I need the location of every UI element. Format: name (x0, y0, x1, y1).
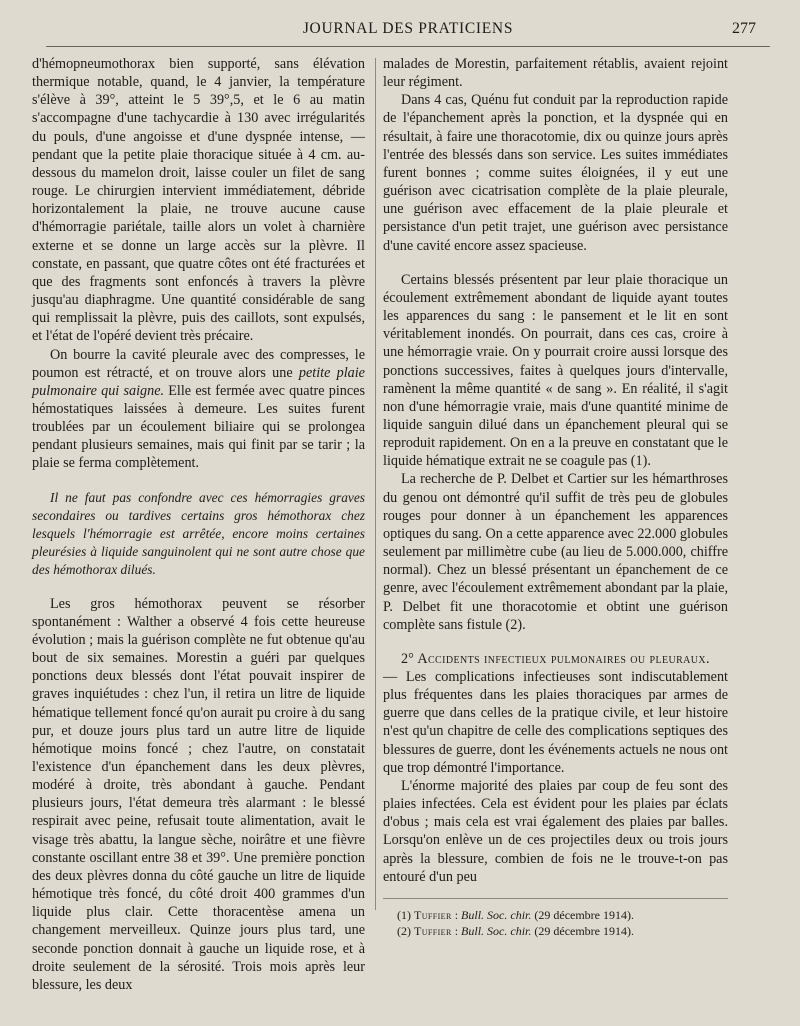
footnotes (383, 898, 728, 939)
italic-note: Il ne faut pas confondre avec ces hémorragies graves secondaires ou tardives certains gros hémothorax chez lesquels l'hémorragie est arrêtée, encore moins certaines pleurésies à liquide sanguinolent qui ne sont autre chose que des hémothorax dilués. (32, 489, 365, 577)
paragraph: — Les complications infectieuses sont indiscutablement plus fréquentes dans les plaies thoraciques par armes de guerre que dans celles de la pratique civile, et leur histoire n'est qu'un chapitre de celle des complications septiques des blessures de guerre, dont les événements actuels ne nous ont que trop démontré l'importance. (383, 669, 728, 776)
footnote (383, 923, 728, 939)
right-column (383, 55, 728, 886)
footnote-author: Tuffier (414, 908, 452, 922)
paragraph-text: On bourre la cavité pleurale avec des compresses, le poumon est rétracté, et on trouve alors une (32, 346, 365, 381)
section-number: 2° (401, 650, 418, 667)
paragraph: La recherche de P. Delbet et Cartier sur les hémarthroses du genou ont démontré qu'il suffit de très peu de globules rouges pour donner à un épanchement les apparences optiques du sang. On a cette apparence avec 22.000 globules seulement par millimètre cube (au lieu de 5.000.000, chiffre normal). Chez un blessé présentant un épanchement de ce genre, avec l'écoulement extrêmement abondant par la plaie, P. Delbet fit une thoracotomie et obtint une guérison complète sans fistule (2). (383, 471, 728, 633)
footnote (383, 907, 728, 923)
footnote-number: (1) (397, 908, 414, 922)
column-divider (375, 58, 376, 910)
running-header (46, 14, 770, 47)
paragraph: Les gros hémothorax peuvent se résorber spontanément : Walther a observé 4 fois cette heureuse évolution ; mais la guérison complète ne fut obtenue qu'au bout de six semaines. Morestin a guéri par quelques ponctions deux blessés dont l'état pouvait inspirer de graves inquiétudes : chez l'un, il retira un litre de liquide hématique tellement foncé qu'on aurait pu croire à du sang pur, et douze jours plus tard un autre litre de liquide hémotique moins foncé ; chez l'autre, on constatait l'existence d'un épanchement dans les deux plèvres, modéré à droite, très abondant à gauche. Pendant plusieurs jours, l'état demeura très alarmant : le blessé respirait avec peine, refusait toute alimentation, avait le visage très abattu, la langue sèche, noirâtre et une fièvre constante oscillant entre 38 et 39°. Une première ponction des deux plèvres donna du côté gauche un litre de liquide hémotique très foncé, du côté droit 400 grammes d'un liquide plus clair. Cette thoracentèse amena un changement merveilleux. Quinze jours plus tard, une seconde ponction donnait à gauche un liquide rose, et à droite seulement de la sérosité. Trois mois après leur blessure, les deux (32, 595, 365, 993)
footnote-separator: : (451, 924, 462, 938)
left-column (32, 55, 365, 994)
paragraph (32, 346, 365, 473)
paragraph: L'énorme majorité des plaies par coup de feu sont des plaies infectées. Cela est évident pour les plaies par éclats d'obus ; mais cela est vrai également des plaies par balles. Lorsqu'on enlève un de ces projectiles deux ou trois jours après la blessure, combien de fois ne le trouve-t-on pas entouré d'un peu (383, 777, 728, 885)
paragraph: d'hémopneumothorax bien supporté, sans élévation thermique notable, quand, le 4 janvier, la température s'élève à 39°, atteint le 5 39°,5, et le 6 au matin s'accompagne d'une tachycardie à 130 avec irrégularités du pouls, d'une angoisse et d'une dyspnée intense, — pendant que la petite plaie thoracique située à 4 cm. au-dessous du mamelon droit, laisse couler un filet de sang rouge. Le chirurgien intervient immédiatement, débride horizontalement la plaie, ne trouve aucune cause d'hémorragie pariétale, taille alors un volet à charnière externe et se donne un large accès sur la plèvre. Il constate, en passant, que quatre côtes ont été fracturées et que des fragments sont enfoncés à travers la plèvre jusqu'au diaphragme. Une quantité considérable de sang qui remplissait la plèvre, puis des caillots, sont expulsés, et l'état de l'opéré devient très précaire. (32, 56, 365, 345)
footnote-number: (2) (397, 924, 414, 938)
paragraph-text: Elle est fermée avec quatre pinces hémostatiques laissées à demeure. Les suites furent troublées par un écoulement biliaire qui se prolongea pendant plusieurs semaines, mais qui finit par se tarir ; la plaie se ferma complètement. (32, 382, 365, 472)
journal-title: JOURNAL DES PRATICIENS (302, 20, 514, 37)
emphasis-text: petite plaie pulmonaire qui saigne. (32, 364, 365, 399)
paragraph: Certains blessés présentent par leur plaie thoracique un écoulement extrêmement abondant de liquide ayant toutes les apparences du sang : le pansement et le lit en sont véritablement inondés. On pourrait, dans ces cas, croire à une hémorragie vraie. On y pourrait croire aussi lorsque des ponctions successives, faites à quelques jours d'intervalle, ramènent la même quantité « de sang ». En réalité, il s'agit non d'une hémorragie vraie, mais d'une quantité minime de liquide sanguin dilué dans un épanchement pleural qui se reproduit rapidement. On en a la preuve en constatant que le liquide hématique extrait ne se coagule pas (1). (383, 271, 728, 470)
footnote-author: Tuffier (414, 924, 452, 938)
footnote-date: (29 décembre 1914). (531, 924, 635, 938)
section-heading: Accidents infectieux pulmonaires ou pleuraux. (417, 650, 710, 667)
footnote-date: (29 décembre 1914). (531, 908, 635, 922)
section-paragraph (383, 650, 728, 668)
paragraph: malades de Morestin, parfaitement rétablis, avaient rejoint leur régiment. (383, 56, 728, 91)
footnote-source: Bull. Soc. chir. (461, 924, 532, 938)
page-number: 277 (732, 20, 756, 37)
footnote-source: Bull. Soc. chir. (461, 908, 532, 922)
paragraph: Dans 4 cas, Quénu fut conduit par la reproduction rapide de l'épanchement après la ponction, et la dyspnée qui en résultait, à faire une thoracotomie, dix ou quinze jours après l'entrée des blessés dans son service. Les suites immédiates furent bonnes ; comme suites éloignées, il y eut une guérison avec cicatrisation complète de la plaie pleurale, une guérison avec effacement de la plaie pleurale et persistance d'un petit trajet, une guérison avec persistance d'une cavité encore assez spacieuse. (383, 92, 728, 254)
footnote-separator: : (451, 908, 462, 922)
